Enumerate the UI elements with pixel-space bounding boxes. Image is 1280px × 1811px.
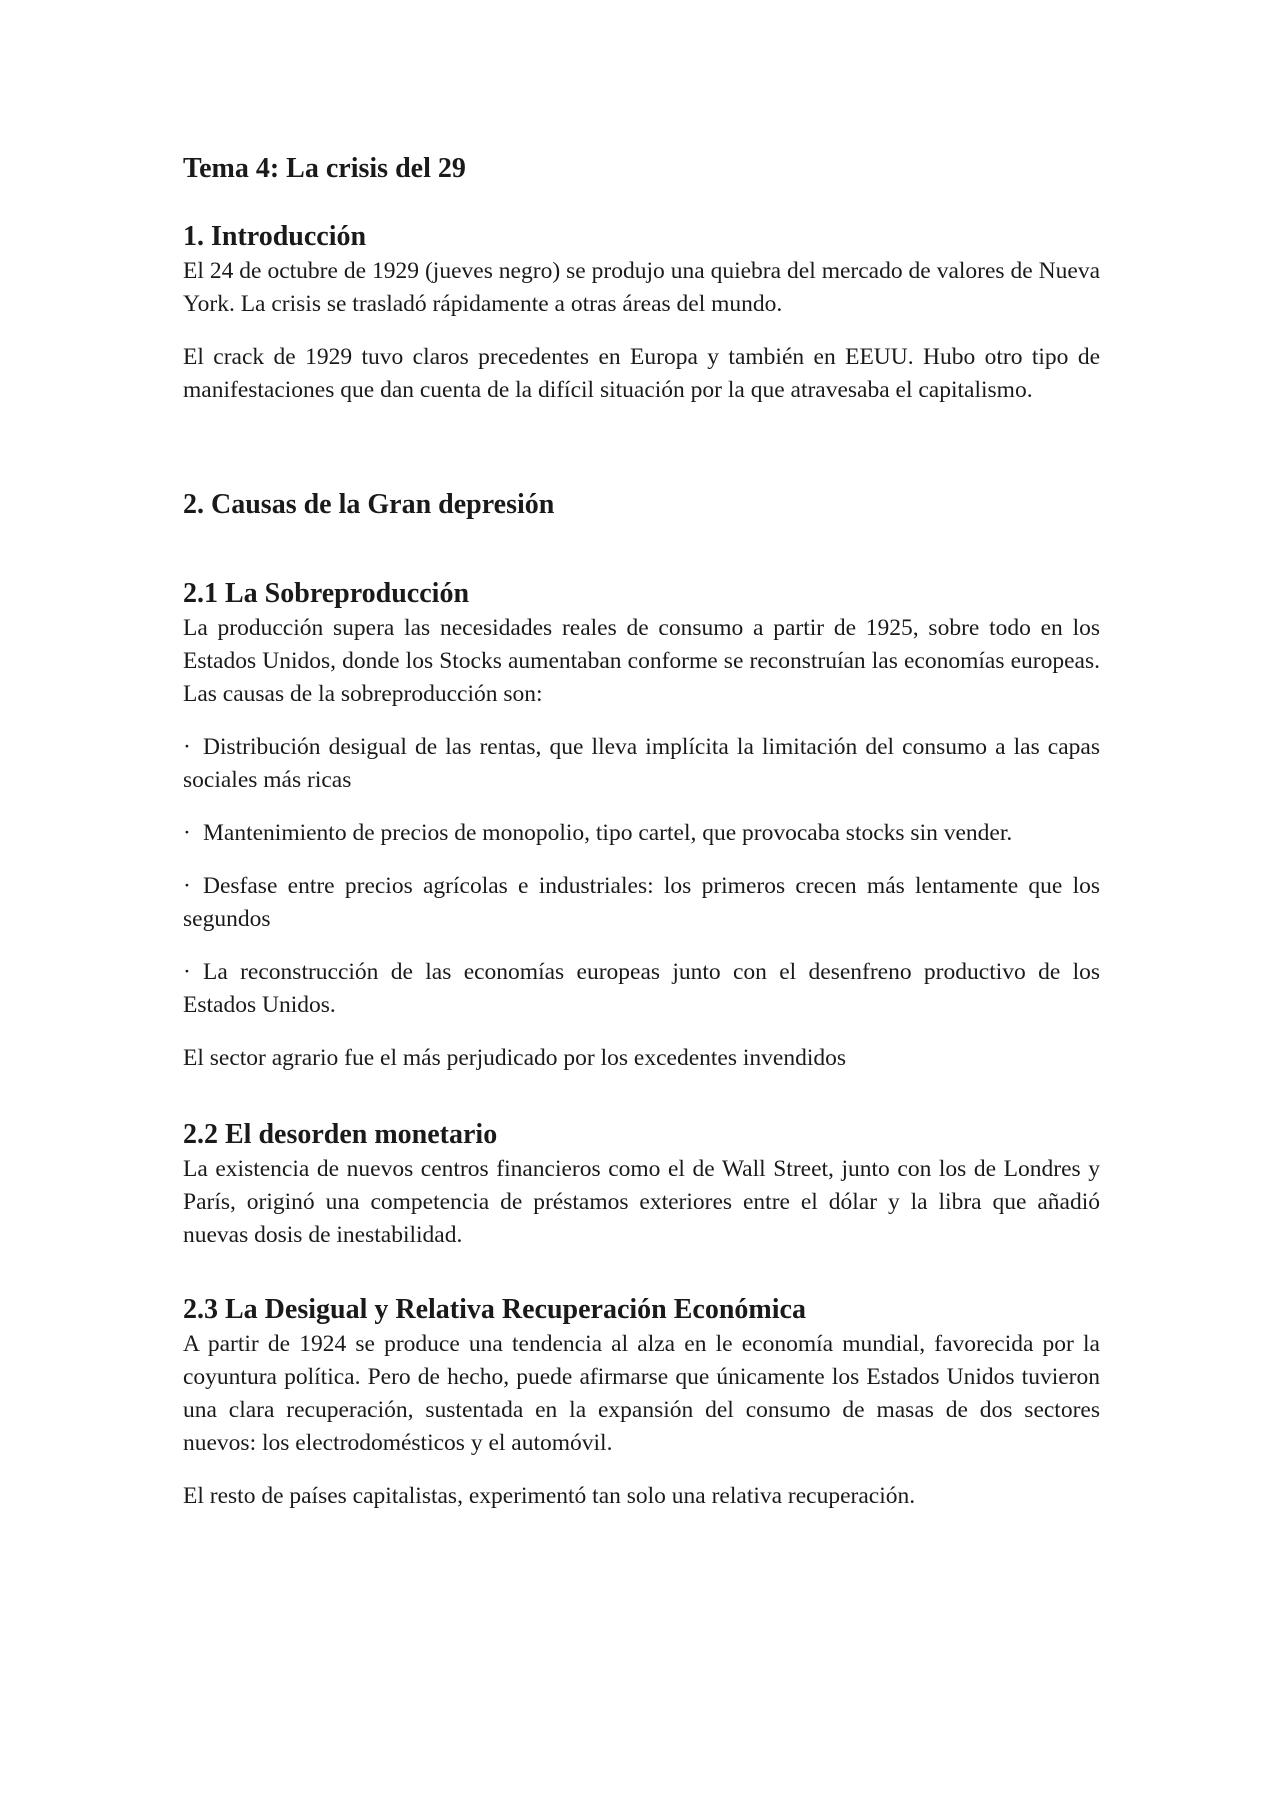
- section-heading-introduccion: 1. Introducción: [183, 221, 367, 252]
- document-title: Tema 4: La crisis del 29: [183, 153, 466, 184]
- paragraph: El crack de 1929 tuvo claros precedentes en Europa y también en EEUU. Hubo otro tipo de manifestaciones que dan cuenta de la difícil situación por la que atravesaba el capitalismo.: [183, 344, 1100, 403]
- subsection-heading-sobreproduccion: 2.1 La Sobreproducción: [183, 578, 470, 609]
- section-heading-causas: 2. Causas de la Gran depresión: [183, 489, 555, 520]
- paragraph: La producción supera las necesidades reales de consumo a partir de 1925, sobre todo en los Estados Unidos, donde los Stocks aumentaban conforme se reconstruían las economías europeas. Las causas de la sobreproducción son:: [183, 615, 1100, 707]
- list-item-text: La reconstrucción de las economías europeas junto con el desenfreno productivo de los Estados Unidos.: [183, 959, 1100, 1018]
- list-item: [183, 817, 1100, 850]
- paragraph: La existencia de nuevos centros financieros como el de Wall Street, junto con los de Londres y París, originó una competencia de préstamos exteriores entre el dólar y la libra que añadió nuevas dosis de inestabilidad.: [183, 1156, 1100, 1248]
- document-page: [183, 150, 1100, 1513]
- list-item-text: Desfase entre precios agrícolas e industriales: los primeros crecen más lentamente que los segundos: [183, 873, 1100, 932]
- list-item: [183, 870, 1100, 936]
- bullet-icon: ·: [183, 873, 191, 899]
- paragraph: El 24 de octubre de 1929 (jueves negro) se produjo una quiebra del mercado de valores de Nueva York. La crisis se trasladó rápidamente a otras áreas del mundo.: [183, 258, 1100, 317]
- list-item-text: Distribución desigual de las rentas, que lleva implícita la limitación del consumo a las capas sociales más ricas: [183, 734, 1100, 793]
- list-item: [183, 956, 1100, 1022]
- subsection-heading-recuperacion: 2.3 La Desigual y Relativa Recuperación Económica: [183, 1294, 806, 1325]
- bullet-icon: ·: [183, 820, 191, 846]
- bullet-icon: ·: [183, 959, 191, 985]
- paragraph: El sector agrario fue el más perjudicado por los excedentes invendidos: [183, 1045, 846, 1071]
- list-item-text: Mantenimiento de precios de monopolio, tipo cartel, que provocaba stocks sin vender.: [203, 820, 1013, 846]
- subsection-heading-desorden-monetario: 2.2 El desorden monetario: [183, 1119, 498, 1150]
- paragraph: El resto de países capitalistas, experimentó tan solo una relativa recuperación.: [183, 1483, 916, 1509]
- bullet-icon: ·: [183, 734, 191, 760]
- list-item: [183, 731, 1100, 797]
- paragraph: A partir de 1924 se produce una tendencia al alza en le economía mundial, favorecida por la coyuntura política. Pero de hecho, puede afirmarse que únicamente los Estados Unidos tuvieron una clara recuperación, sustentada en la expansión del consumo de masas de dos sectores nuevos: los electrodomésticos y el automóvil.: [183, 1331, 1100, 1456]
